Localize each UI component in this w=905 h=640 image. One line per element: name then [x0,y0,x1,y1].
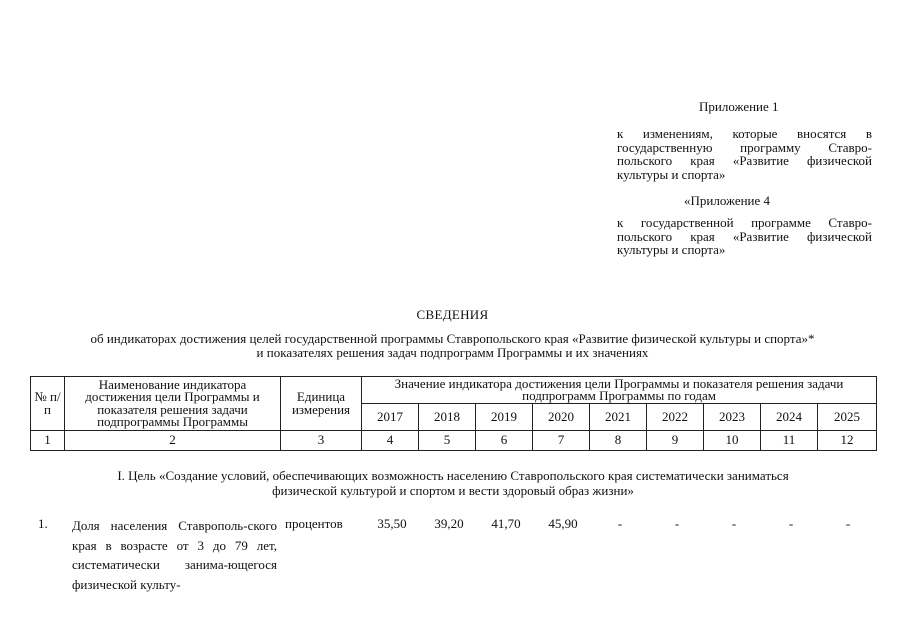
column-number: 5 [419,431,476,451]
appendix-4-text: к государственной программе Ставро-польского края «Развитие физической культуры и спорта» [617,215,872,257]
column-number: 12 [818,431,877,451]
row-value: - [731,516,737,531]
row-value: - [788,516,794,531]
header-year: 2018 [419,404,476,431]
appendix-1-text: к изменениям, которые вносятся в государственную программу Ставро-польского края «Развитие физической культуры и спорта» [617,126,872,182]
document-title: СВЕДЕНИЯ [416,307,489,322]
goal-line-1: I. Цель «Создание условий, обеспечивающих возможность населению Ставропольского края систематически заниматься [117,468,789,483]
appendix-1-title: Приложение 1 [699,99,779,114]
column-number: 2 [65,431,281,451]
subtitle-line-1: об индикаторах достижения целей государственной программы Ставропольского края «Развитие физической культуры и спорта»* [90,331,815,346]
appendix-4-title: «Приложение 4 [684,193,771,208]
column-number: 6 [476,431,533,451]
column-number: 8 [590,431,647,451]
header-unit: Единица измерения [281,377,362,431]
row-number: 1. [38,516,48,531]
row-indicator-name: Доля населения Ставрополь-ского края в возрасте от 3 до 79 лет, систематически занима-ющегося физической культу- [72,518,277,592]
row-value: - [845,516,851,531]
row-value: 39,20 [434,516,464,531]
header-num: № п/п [31,377,65,431]
document-subtitle [20,332,885,359]
header-year: 2021 [590,404,647,431]
header-year: 2019 [476,404,533,431]
header-year: 2024 [761,404,818,431]
indicators-table [30,376,877,451]
column-number: 7 [533,431,590,451]
subtitle-line-2: и показателях решения задач подпрограмм Программы и их значениях [256,344,649,360]
column-number: 10 [704,431,761,451]
row-value: 41,70 [491,516,521,531]
row-value: - [674,516,680,531]
row-value: - [617,516,623,531]
header-name: Наименование индикатора достижения цели Программы и показателя решения задачи подпрограммы Программы [65,377,281,431]
header-values: Значение индикатора достижения цели Программы и показателя решения задачи подпрограмм Программы по годам [362,377,877,404]
header-year: 2017 [362,404,419,431]
row-unit: процентов [285,516,343,531]
column-number: 1 [31,431,65,451]
row-value: 45,90 [548,516,578,531]
column-number: 11 [761,431,818,451]
column-number: 3 [281,431,362,451]
goal-heading [30,468,876,498]
header-year: 2023 [704,404,761,431]
column-number: 9 [647,431,704,451]
column-number: 4 [362,431,419,451]
header-year: 2020 [533,404,590,431]
goal-line-2: физической культурой и спортом и вести здоровый образ жизни» [272,483,634,498]
row-value: 35,50 [377,516,407,531]
header-year: 2022 [647,404,704,431]
header-year: 2025 [818,404,877,431]
